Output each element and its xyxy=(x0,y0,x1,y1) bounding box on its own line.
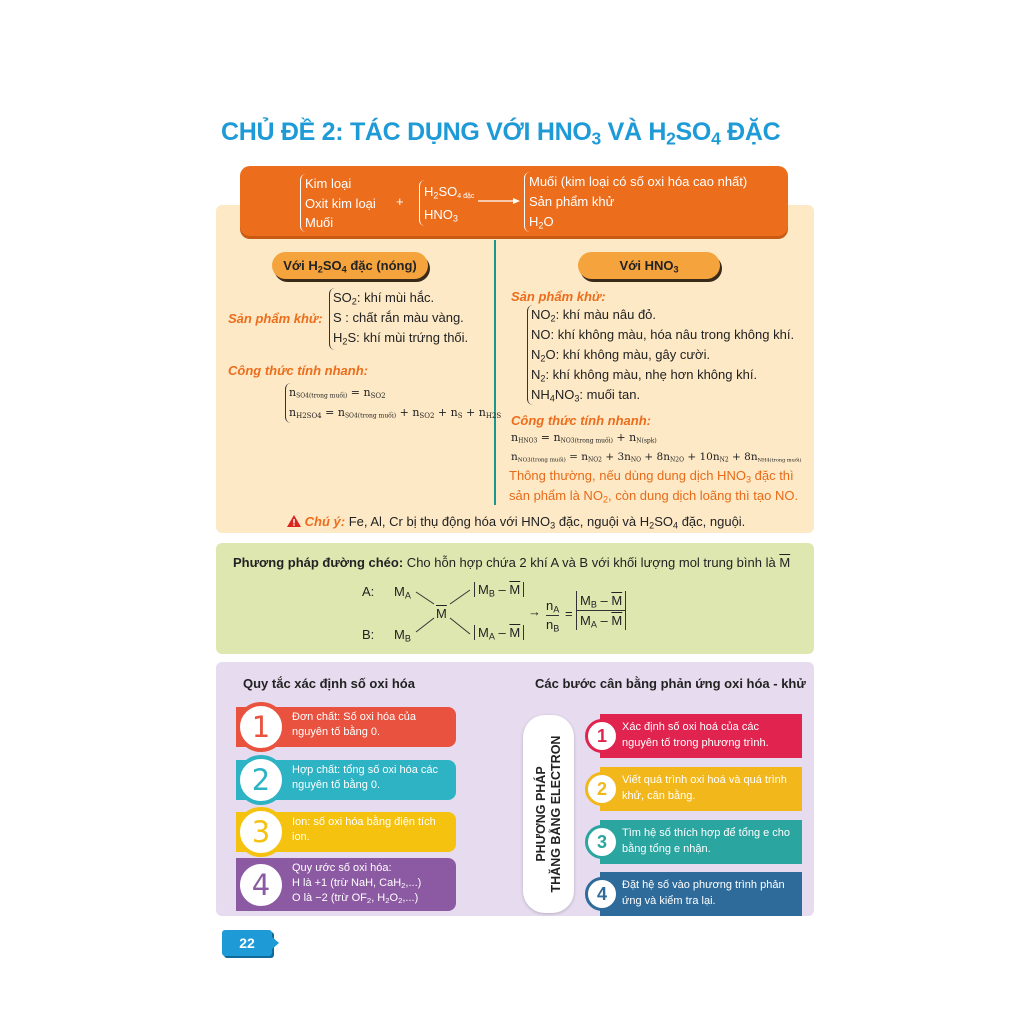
step-1: Xác định số oxi hoá của các nguyên tố trong phương trình. xyxy=(600,714,802,758)
rule-2: Hợp chất: tổng số oxi hóa các nguyên tố bằng 0. xyxy=(236,760,456,800)
acid-list: $H_2SO_{4 đặc}$ $HNO_3$ xyxy=(419,180,474,226)
rule-number-3: 3 xyxy=(236,807,286,857)
cross-lines xyxy=(412,582,474,642)
balance-heading: Các bước cân bằng phản ứng oxi hóa - khử xyxy=(535,676,806,691)
diff-a: $M_A - \overline{M}$ xyxy=(474,625,524,640)
left-product-label: Sản phẩm khử: xyxy=(228,311,323,326)
rule-number-4: 4 xyxy=(236,860,286,910)
h2so4-pill: Với $H_2SO_4$ đặc (nóng) xyxy=(272,252,428,279)
ratio-fraction: $n_A$ $n_B$ xyxy=(546,598,560,634)
right-formula-1: $n_{HNO3} = n_{NO3(trong muối)} + n_{N(spk)}$ xyxy=(511,431,657,445)
reaction-banner: Kim loại Oxit kim loại Muối + $H_2SO_{4 đặc}$ $HNO_3$ Muối (kim loại có số oxi hóa cao nhất) Sản phẩm khử $H_2O$ xyxy=(240,166,788,236)
left-product-list: $SO_2$: khí mùi hắc. S : chất rắn màu vàng. $H_2S$: khí mùi trứng thối. xyxy=(329,288,468,350)
rule-number-2: 2 xyxy=(236,755,286,805)
step-4: Đặt hệ số vào phương trình phản ứng và kiểm tra lại. xyxy=(600,872,802,916)
step-number-1: 1 xyxy=(585,719,619,753)
step-number-3: 3 xyxy=(585,825,619,859)
hno3-pill: Với $HNO_3$ xyxy=(578,252,720,279)
step-3: Tìm hệ số thích hợp để tổng e cho bằng tổng e nhận. xyxy=(600,820,802,864)
oxi-rules-heading: Quy tắc xác định số oxi hóa xyxy=(243,676,415,691)
left-formula-label: Công thức tính nhanh: xyxy=(228,363,368,378)
right-product-label: Sản phẩm khử: xyxy=(511,289,606,304)
warning-icon xyxy=(287,515,301,527)
step-number-2: 2 xyxy=(585,772,619,806)
rule-1: Đơn chất: Số oxi hóa của nguyên tố bằng 0. xyxy=(236,707,456,747)
right-formula-2: $n_{NO3(trong muối)} = n_{NO2} + 3n_{NO} + 8n_{N2O} + 10n_{N2} + 8n_{NH4(trong muối)}$ xyxy=(511,451,802,464)
diff-b: $M_B - \overline{M}$ xyxy=(474,582,524,597)
reactant-list: Kim loại Oxit kim loại Muối xyxy=(300,174,376,232)
cross-method-intro: Phương pháp đường chéo: Cho hỗn hợp chứa 2 khí A và B với khối lượng mol trung bình là $\overline{M}$ xyxy=(233,555,791,570)
rule-number-1: 1 xyxy=(236,702,286,752)
diff-fraction: $M_B - \overline{M}$ $M_A - \overline{M}$ xyxy=(576,591,626,630)
hno3-note: Thông thường, nếu dùng dung dịch $HNO_3$ đặc thì sản phẩm là $NO_2$, còn dung dịch loãng thì tạo NO. xyxy=(509,468,799,505)
page-tab-icon xyxy=(271,936,279,950)
right-formula-label: Công thức tính nhanh: xyxy=(511,413,651,428)
step-number-4: 4 xyxy=(585,877,619,911)
right-product-list: $NO_2$: khí màu nâu đỏ. NO: khí không màu, hóa nâu trong không khí. $N_2O$: khí không màu, gây cười. $N_2$: khí không màu, nhẹ hơn không khí. $NH_4NO_3$: muối tan. xyxy=(527,305,794,405)
method-label-box: PHƯƠNG PHÁP THĂNG BẰNG ELECTRON xyxy=(523,715,574,913)
step-2: Viết quá trình oxi hoá và quá trình khử, cân bằng. xyxy=(600,767,802,811)
product-list: Muối (kim loại có số oxi hóa cao nhất) Sản phẩm khử $H_2O$ xyxy=(524,172,747,232)
caution-note: Chú ý: Fe, Al, Cr bị thụ động hóa với $HNO_3$ đặc, nguội và $H_2SO_4$ đặc, nguội. xyxy=(287,514,745,529)
column-divider xyxy=(494,240,496,505)
rule-4: Quy ước số oxi hóa: H là +1 (trừ NaH, CaH$_2$,...) O là −2 (trừ $OF_2$, $H_2O_2$,...) xyxy=(236,858,456,911)
rule-3: Ion: số oxi hóa bằng điện tích ion. xyxy=(236,812,456,852)
page-number: 22 xyxy=(222,930,272,956)
arrow-icon xyxy=(478,196,520,206)
page-title: CHỦ ĐỀ 2: TÁC DỤNG VỚI $HNO_3$ VÀ $H_2SO_4$ ĐẶC xyxy=(221,118,781,149)
left-formulas: $n_{SO4(trong muối)} = n_{SO2}$ $n_{H2SO4} = n_{SO4(trong muối)} + n_{SO2} + n_S + n_{H2S}$ xyxy=(285,383,501,423)
